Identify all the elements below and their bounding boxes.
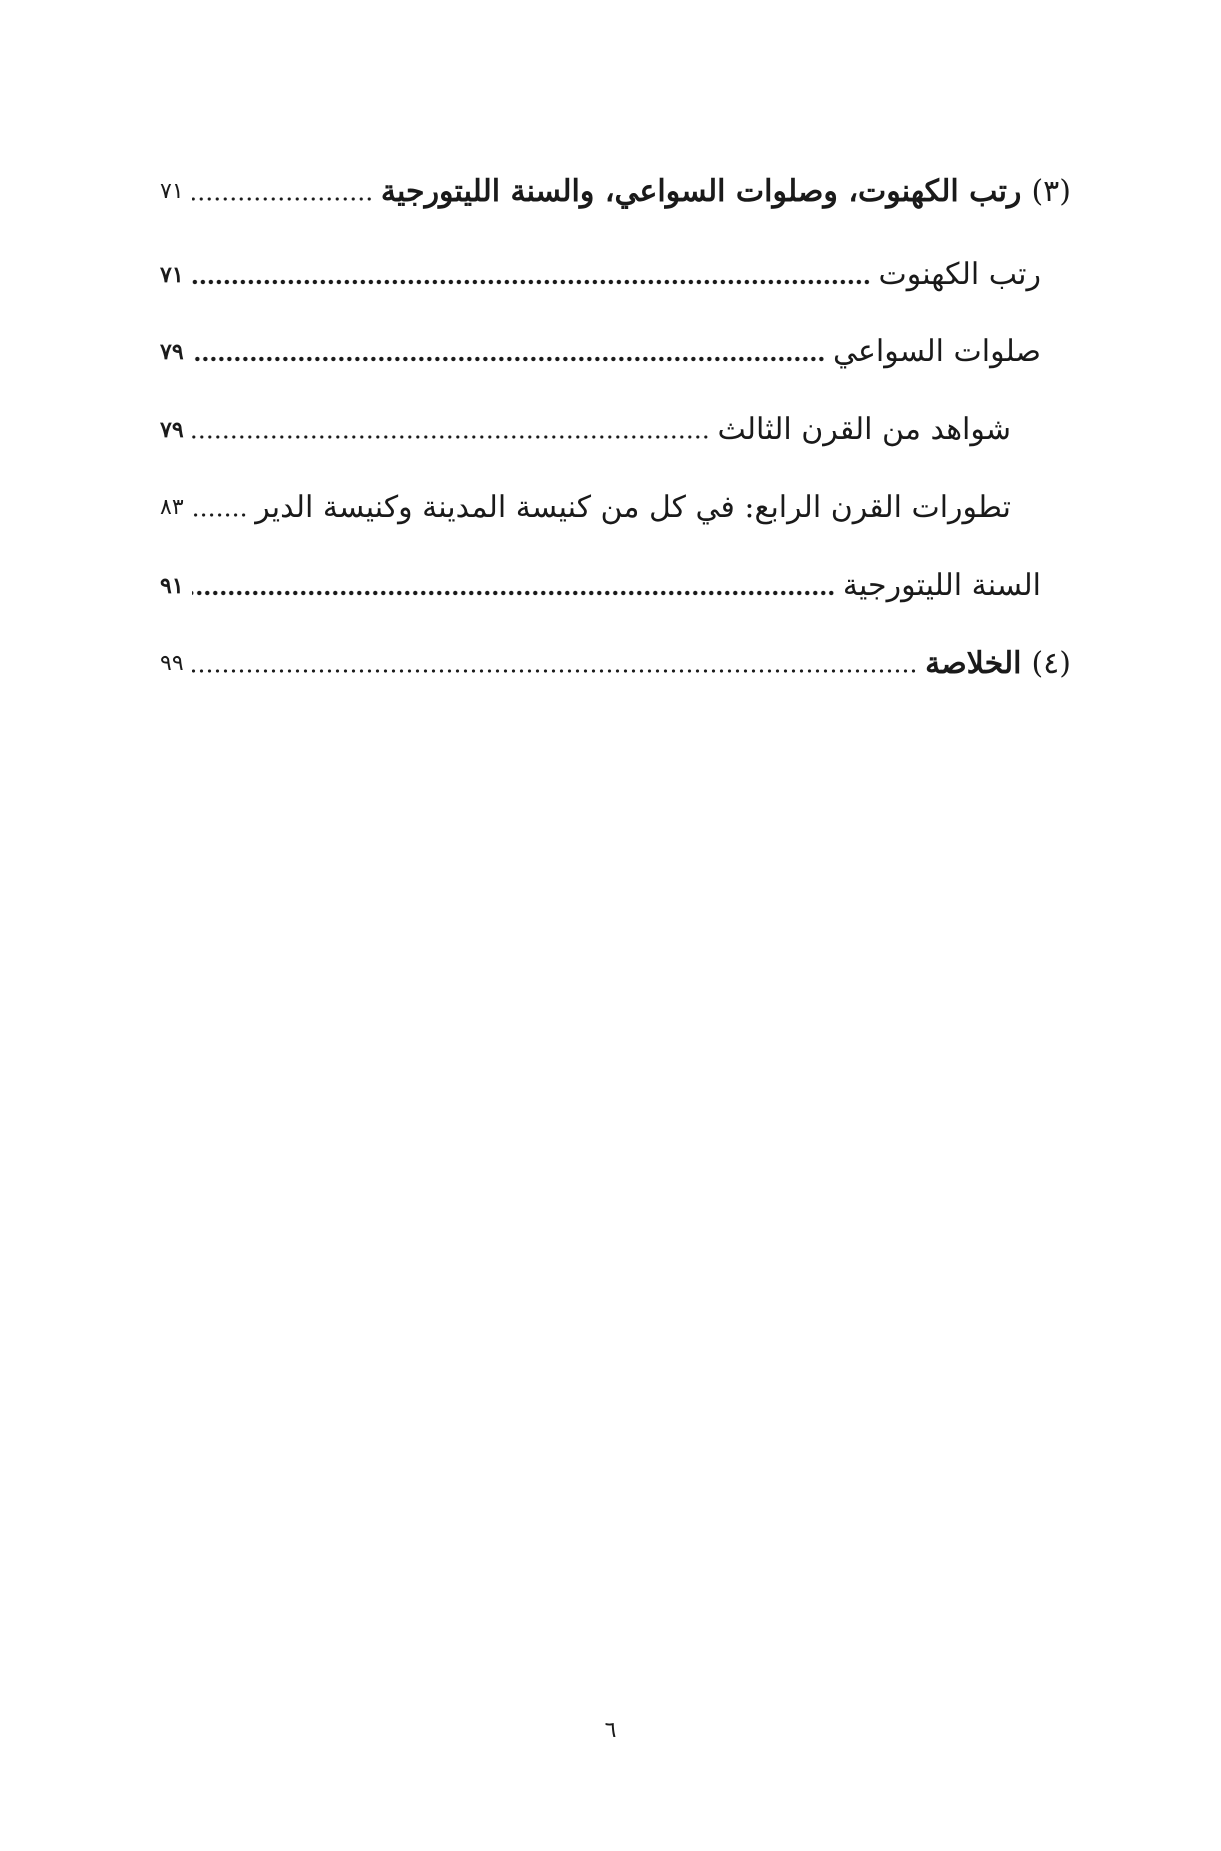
toc-leader-dots (192, 194, 373, 204)
toc-entry-page: ٧٩ (160, 339, 184, 365)
toc-entry-title: رتب الكهنوت، وصلوات السواعي، والسنة الليتورجية (380, 174, 1022, 209)
toc-leader-dots (192, 277, 871, 287)
toc-entry-section-3 (160, 168, 1071, 216)
toc-leader-dots (192, 354, 825, 364)
toc-entry-section-4 (160, 640, 1071, 688)
toc-entry-priesthood-ranks (160, 251, 1041, 299)
toc-entry-page: ٧١ (160, 262, 184, 288)
toc-entry-liturgical-year (160, 562, 1041, 610)
toc-entry-page: ٨٣ (160, 495, 184, 520)
toc-entry-fourth-century (160, 484, 1011, 532)
toc-entry-title: السنة الليتورجية (842, 568, 1041, 603)
toc-entry-page: ٩٩ (160, 651, 184, 676)
toc-leader-dots (192, 510, 248, 520)
toc-entry-number: (٣) (1031, 174, 1071, 209)
toc-entry-number: (٤) (1031, 646, 1071, 681)
toc-leader-dots (192, 432, 710, 442)
toc-entry-page: ٩١ (160, 573, 184, 599)
toc-entry-title: صلوات السواعي (833, 334, 1041, 369)
toc-entry-title: الخلاصة (925, 646, 1022, 681)
toc-entry-title: رتب الكهنوت (878, 257, 1041, 292)
toc-entry-hours-prayers (160, 328, 1041, 376)
toc-entry-third-century (160, 406, 1011, 454)
page-number: ٦ (604, 1718, 617, 1743)
toc-entry-page: ٧١ (160, 179, 184, 204)
toc-entry-title: شواهد من القرن الثالث (717, 412, 1011, 447)
toc-entry-page: ٧٩ (160, 417, 184, 443)
toc-leader-dots (192, 666, 917, 676)
toc-leader-dots (192, 588, 835, 598)
toc-entry-title: تطورات القرن الرابع: في كل من كنيسة المدينة وكنيسة الدير (255, 490, 1011, 525)
